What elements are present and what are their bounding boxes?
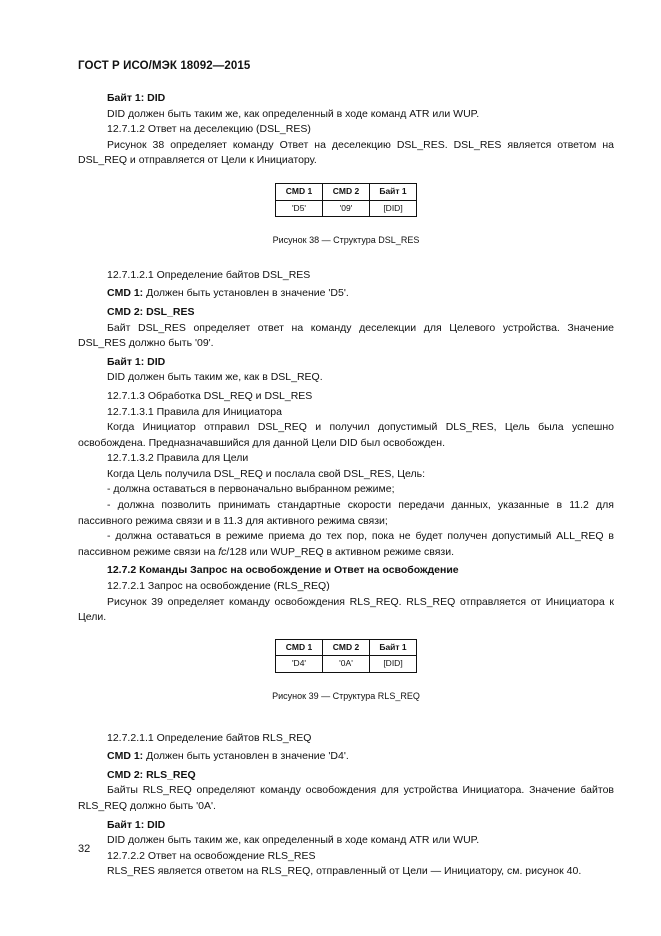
paragraph: DID должен быть таким же, как определенный в ходе команд ATR или WUP.	[107, 834, 480, 847]
list-item: - должна позволить принимать стандартные скорости передачи данных, указанные в 11.2 для пассивного режима связи и в 11.3 для активного режима связи;	[78, 499, 614, 527]
cmd1-label: CMD 1:	[107, 750, 144, 763]
paragraph: Когда Инициатор отправил DSL_REQ и получил допустимый DLS_RES, Цель была успешно освобождена. Предназначавшийся для данной Цели DID был освобожден.	[78, 421, 614, 449]
table-cell-cmd1: 'D4'	[276, 656, 323, 673]
figure-38-table	[275, 183, 417, 217]
list-item	[78, 529, 614, 560]
paragraph	[78, 749, 614, 765]
table-cell-cmd1: 'D5'	[276, 200, 323, 217]
table-cell-cmd2: '09'	[323, 200, 370, 217]
section-heading: 12.7.1.3.2 Правила для Цели	[107, 452, 249, 465]
page-number: 32	[78, 843, 91, 855]
table-cell-byte1: [DID]	[370, 656, 417, 673]
table-header-cmd2: CMD 2	[323, 183, 370, 200]
cmd1-text: Должен быть установлен в значение 'D5'.	[143, 287, 349, 300]
table-header-cmd2: CMD 2	[323, 639, 370, 656]
table-header-cmd1: CMD 1	[276, 639, 323, 656]
subheading-cmd2: CMD 2: RLS_REQ	[107, 768, 196, 781]
table-header-byte1: Байт 1	[370, 183, 417, 200]
list-item: - должна оставаться в первоначально выбранном режиме;	[107, 483, 395, 496]
page-header: ГОСТ Р ИСО/МЭК 18092—2015	[78, 60, 251, 72]
subheading-byte1: Байт 1: DID	[107, 355, 166, 368]
section-heading: 12.7.1.2.1 Определение байтов DSL_RES	[107, 268, 311, 281]
paragraph: Байт DSL_RES определяет ответ на команду деселекции для Целевого устройства. Значение DSL_RES должно быть '09'.	[78, 321, 614, 350]
cmd1-label: CMD 1:	[107, 287, 144, 300]
section-heading-bold: 12.7.2 Команды Запрос на освобождение и Ответ на освобождение	[107, 564, 459, 577]
section-heading: 12.7.1.3 Обработка DSL_REQ и DSL_RES	[107, 389, 313, 402]
table-header-cmd1: CMD 1	[276, 183, 323, 200]
paragraph: RLS_RES является ответом на RLS_REQ, отправленный от Цели — Инициатору, см. рисунок 40.	[107, 865, 582, 878]
subheading-byte1: Байт 1: DID	[107, 92, 166, 104]
list-item-text: /128 или WUP_REQ в активном режиме связи.	[226, 545, 455, 558]
figure-39	[78, 639, 614, 705]
paragraph: Рисунок 38 определяет команду Ответ на деселекцию DSL_RES. DSL_RES является ответом на DSL_REQ и отправляется от Цели к Инициатору.	[78, 138, 614, 167]
paragraph: Байты RLS_REQ определяют команду освобождения для устройства Инициатора. Значение байтов RLS_REQ должно быть '0A'.	[78, 784, 614, 812]
figure-39-table	[275, 639, 417, 673]
paragraph: DID должен быть таким же, как определенный в ходе команд ATR или WUP.	[107, 107, 480, 120]
list-item-text: - должна оставаться в режиме приема до тех пор, пока не будет получен допустимый ALL_REQ в пассивном режиме связи на	[78, 530, 614, 558]
section-heading: 12.7.2.2 Ответ на освобождение RLS_RES	[107, 849, 316, 862]
figure-38	[78, 183, 614, 249]
section-heading: 12.7.2.1 Запрос на освобождение (RLS_REQ)	[107, 580, 330, 593]
cmd1-text: Должен быть установлен в значение 'D4'.	[143, 750, 349, 763]
paragraph: Когда Цель получила DSL_REQ и послала свой DSL_RES, Цель:	[107, 467, 425, 480]
section-heading: 12.7.1.2 Ответ на деселекцию (DSL_RES)	[107, 123, 311, 136]
list-item-italic: fc	[218, 545, 227, 558]
document-body	[78, 91, 614, 880]
figure-38-caption: Рисунок 38 — Структура DSL_RES	[272, 235, 420, 246]
table-header-byte1: Байт 1	[370, 639, 417, 656]
section-heading: 12.7.1.3.1 Правила для Инициатора	[107, 405, 282, 418]
paragraph: Рисунок 39 определяет команду освобождения RLS_REQ. RLS_REQ отправляется от Инициатора к Цели.	[78, 595, 614, 624]
paragraph	[78, 286, 614, 302]
paragraph: DID должен быть таким же, как в DSL_REQ.	[107, 371, 323, 384]
figure-39-caption: Рисунок 39 — Структура RLS_REQ	[272, 691, 420, 701]
subheading-byte1: Байт 1: DID	[107, 818, 166, 831]
subheading-cmd2: CMD 2: DSL_RES	[107, 305, 195, 318]
table-cell-cmd2: '0A'	[323, 656, 370, 673]
table-cell-byte1: [DID]	[370, 200, 417, 217]
section-heading: 12.7.2.1.1 Определение байтов RLS_REQ	[107, 731, 312, 744]
